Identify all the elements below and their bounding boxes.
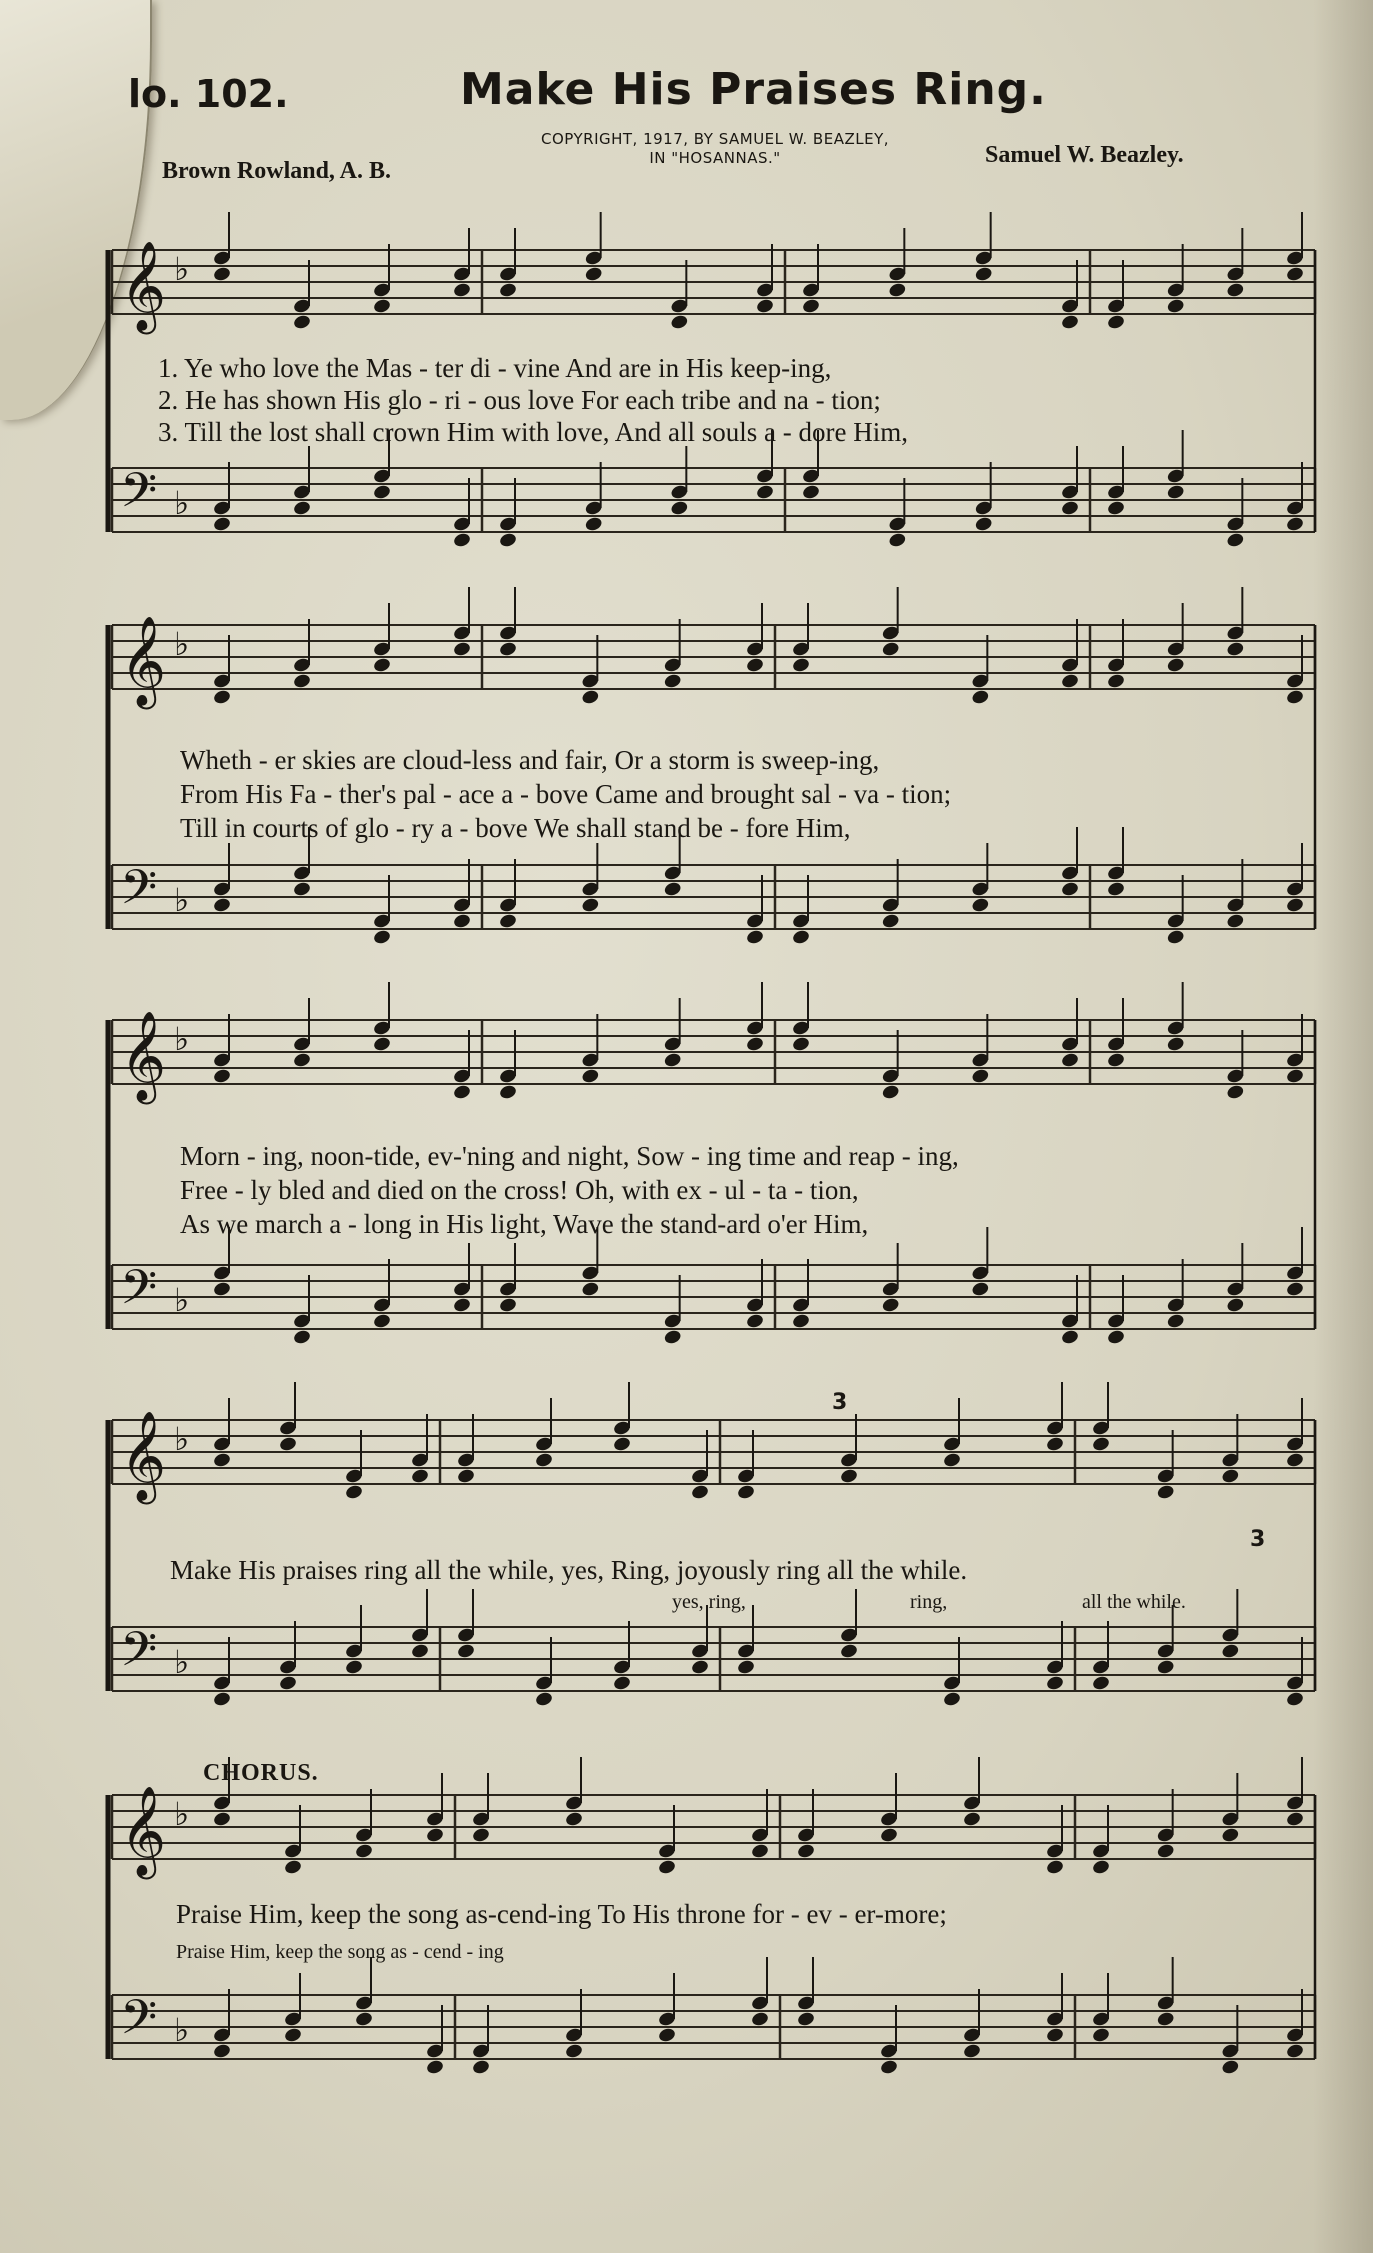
svg-text:𝄞: 𝄞 [120, 1011, 167, 1101]
verse-3-line-1: 3. Till the lost shall crown Him with love, And all souls a - dore Him, [158, 417, 908, 447]
svg-text:♭: ♭ [174, 2011, 190, 2049]
svg-text:𝄞: 𝄞 [120, 1411, 167, 1501]
triplet-mark-1: 3 [832, 1390, 848, 1415]
svg-text:𝄢: 𝄢 [120, 1989, 158, 2057]
refrain-echo-1: yes, ring, [672, 1591, 746, 1613]
composer: Samuel W. Beazley. [985, 142, 1184, 168]
svg-text:♭: ♭ [174, 1795, 190, 1833]
svg-text:♭: ♭ [174, 250, 190, 288]
staff-engraving [108, 1382, 1315, 1707]
copyright-notice [505, 130, 925, 168]
svg-text:♭: ♭ [174, 484, 190, 522]
svg-text:𝄢: 𝄢 [120, 859, 158, 927]
verse-3-line-3: As we march a - long in His light, Wave the stand-ard o'er Him, [180, 1209, 869, 1239]
copyright-line-1: COPYRIGHT, 1917, BY SAMUEL W. BEAZLEY, [540, 130, 890, 148]
verse-2-line-1: 2. He has shown His glo - ri - ous love For each tribe and na - tion; [158, 385, 881, 415]
verse-2-line-3: Free - ly bled and died on the cross! Oh, with ex - ul - ta - tion, [180, 1175, 859, 1205]
svg-text:𝄢: 𝄢 [120, 1259, 158, 1327]
lyricist: Brown Rowland, A. B. [162, 158, 391, 184]
verse-1-line-3: Morn - ing, noon-tide, ev-'ning and night, Sow - ing time and reap - ing, [180, 1141, 959, 1171]
svg-text:𝄢: 𝄢 [120, 1621, 158, 1689]
svg-text:𝄞: 𝄞 [120, 616, 167, 706]
verse-1-line-1: 1. Ye who love the Mas - ter di - vine And are in His keep-ing, [158, 353, 832, 383]
chorus-echo: Praise Him, keep the song as - cend - ing [176, 1941, 504, 1963]
verse-2-line-2: From His Fa - ther's pal - ace a - bove Came and brought sal - va - tion; [180, 779, 952, 809]
hymn-title: Make His Praises Ring. [460, 64, 1047, 115]
hymn-number: lo. 102. [128, 72, 289, 116]
svg-text:♭: ♭ [174, 1020, 190, 1058]
refrain-echo-2: ring, [910, 1591, 948, 1613]
svg-text:♭: ♭ [174, 881, 190, 919]
svg-text:𝄞: 𝄞 [120, 241, 167, 331]
svg-text:♭: ♭ [174, 625, 190, 663]
svg-text:♭: ♭ [174, 1281, 190, 1319]
svg-text:𝄢: 𝄢 [120, 462, 158, 530]
music-system-5 [0, 1770, 1373, 2100]
verse-1-line-2: Wheth - er skies are cloud-less and fair, Or a storm is sweep-ing, [180, 745, 880, 775]
svg-text:♭: ♭ [174, 1643, 190, 1681]
copyright-line-2: IN "HOSANNAS." [649, 149, 781, 167]
svg-text:𝄞: 𝄞 [120, 1786, 167, 1876]
svg-text:♭: ♭ [174, 1420, 190, 1458]
triplet-mark-2: 3 [1250, 1527, 1266, 1552]
refrain-echo-3: all the while. [1082, 1591, 1186, 1613]
chorus-label: CHORUS. [203, 1760, 319, 1786]
refrain-line: Make His praises ring all the while, yes, Ring, joyously ring all the while. [170, 1555, 968, 1585]
verse-3-line-2: Till in courts of glo - ry a - bove We shall stand be - fore Him, [180, 813, 851, 843]
chorus-line: Praise Him, keep the song as-cend-ing To His throne for - ev - er-more; [176, 1899, 947, 1929]
